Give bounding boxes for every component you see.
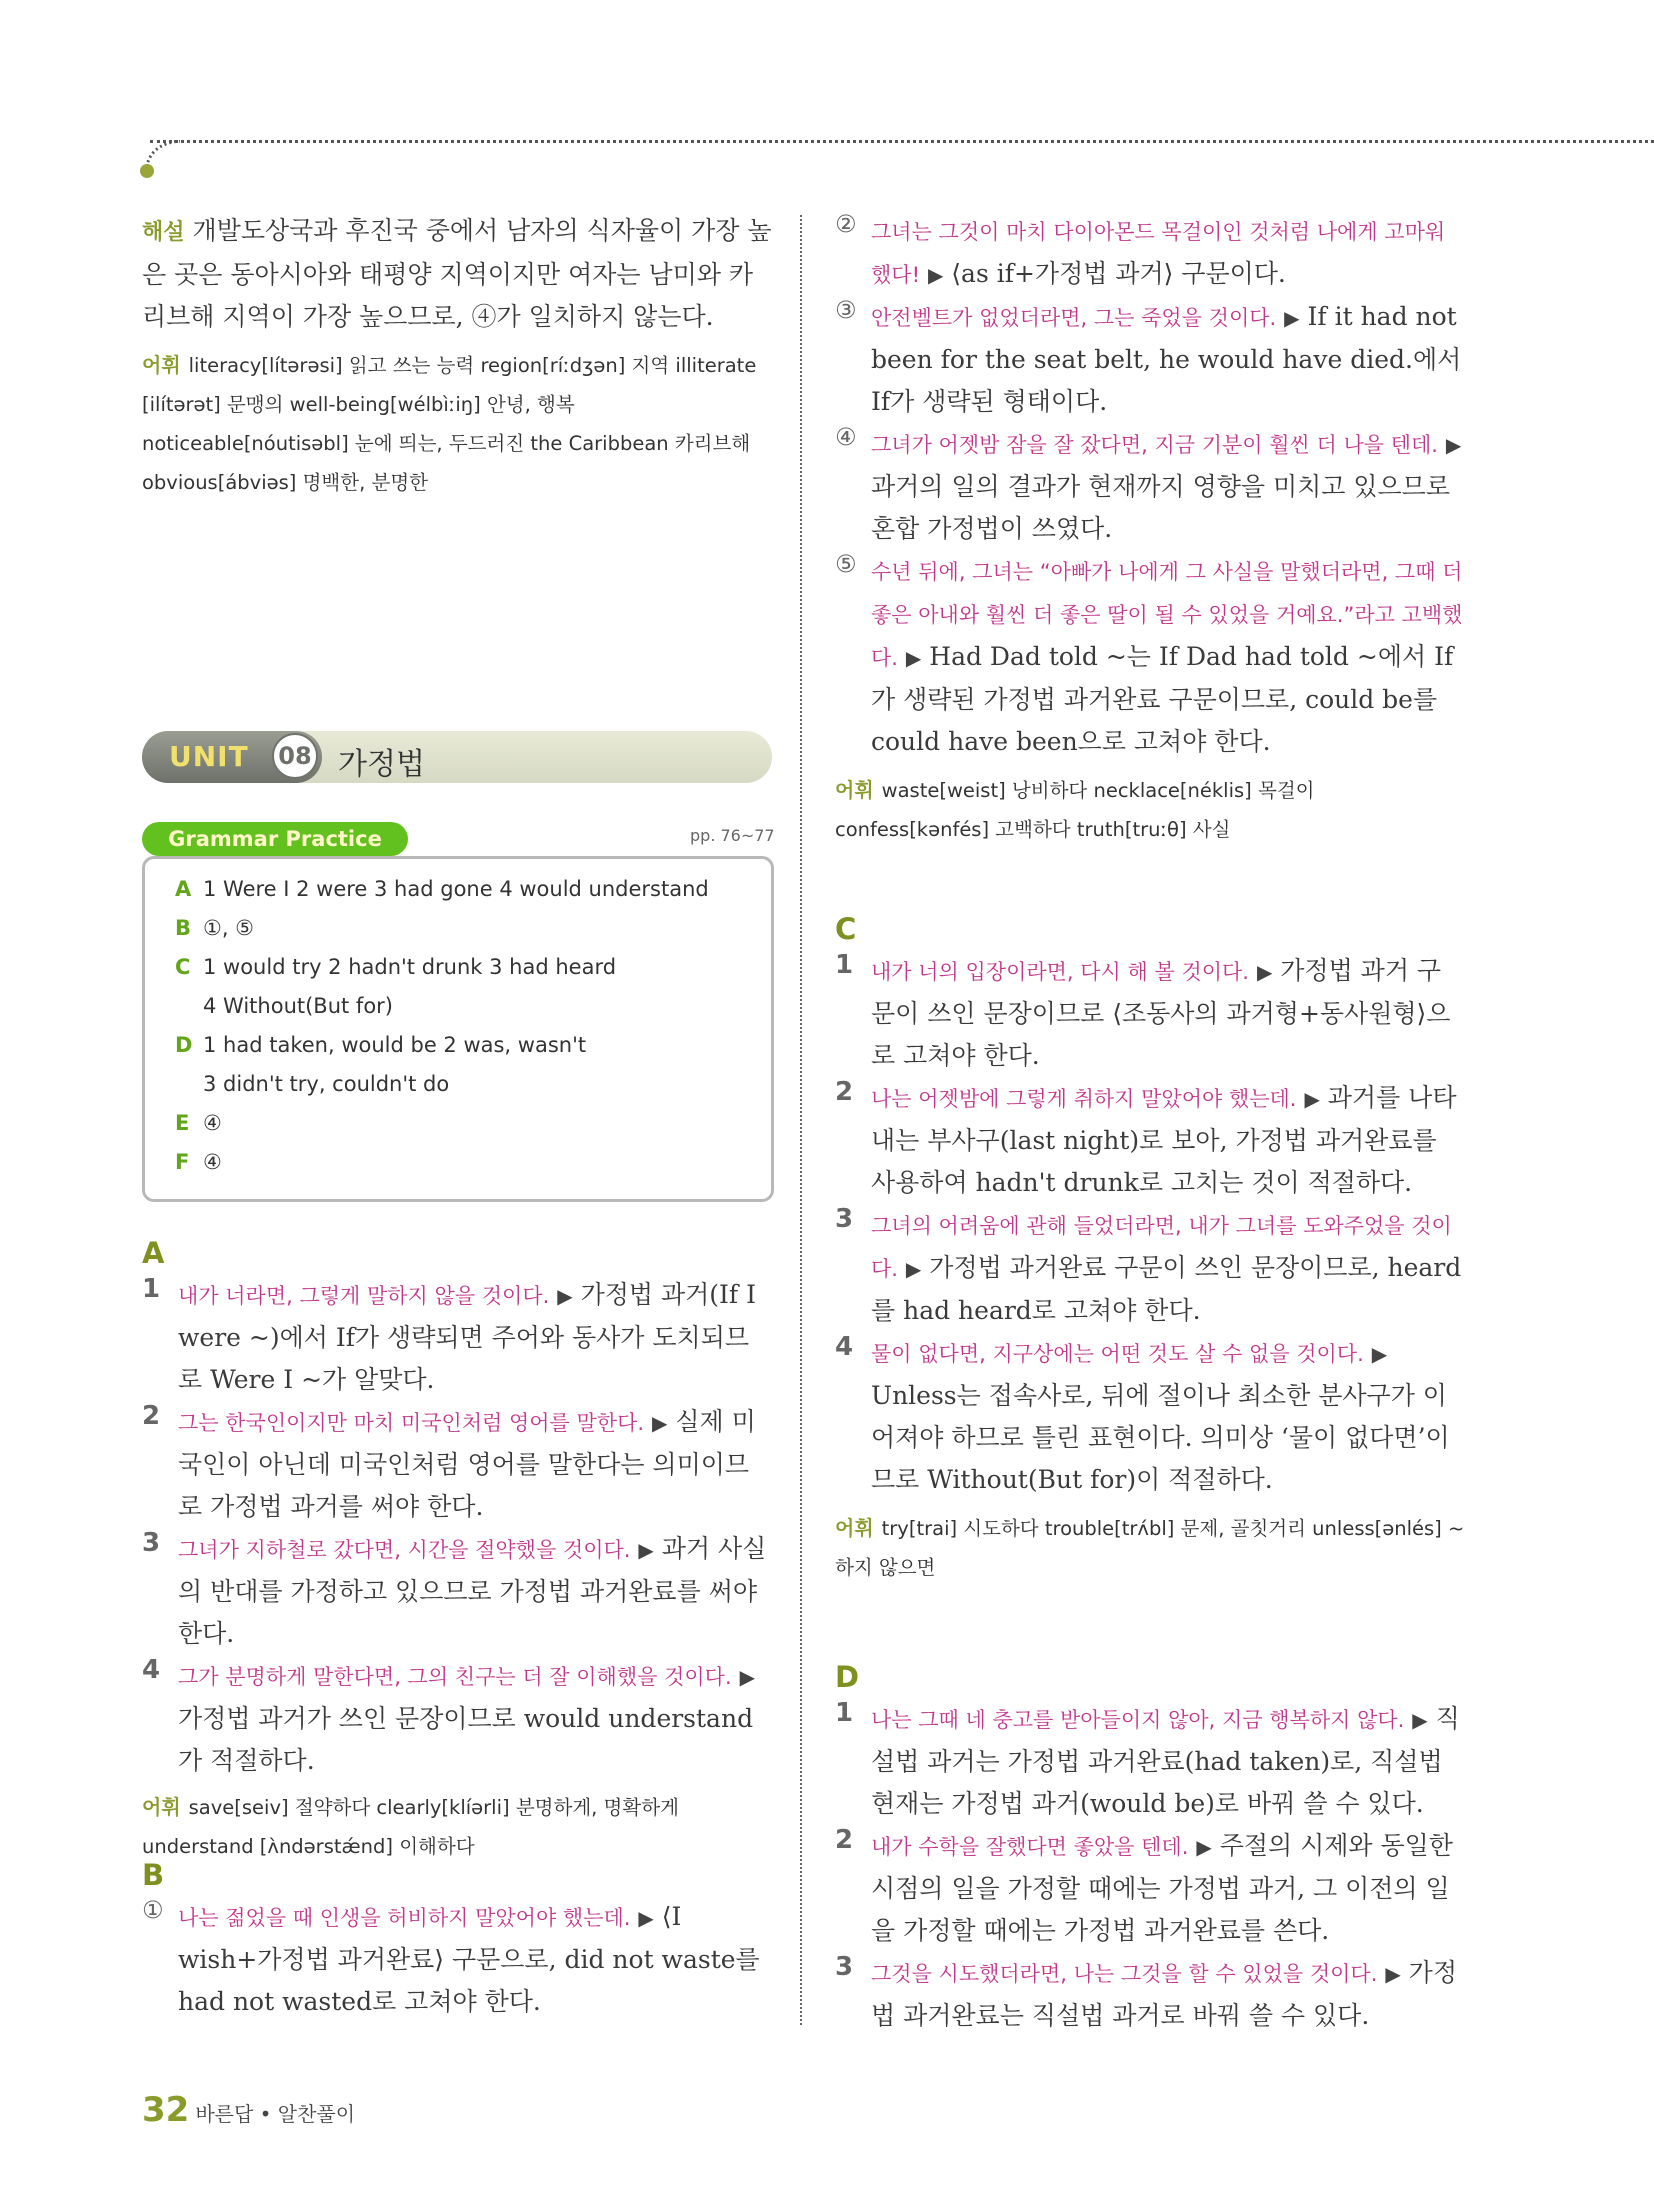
b-item-5 <box>835 550 1465 763</box>
arrow-icon: ▶ <box>652 1411 668 1435</box>
vocab-head: 어휘 <box>142 1795 181 1819</box>
answer-box <box>142 856 774 1202</box>
item-explanation: 가정법 과거 구문이 쓰인 문장이므로 ⟨조동사의 과거형+동사원형⟩으로 고쳐야 한다. <box>871 956 1451 1070</box>
item-explanation: 가정법 과거완료 구문이 쓰인 문장이므로, heard를 had heard로 고쳐야 한다. <box>871 1253 1462 1325</box>
arrow-icon: ▶ <box>557 1284 573 1308</box>
item-explanation: 과거 사실의 반대를 가정하고 있으므로 가정법 과거완료를 써야 한다. <box>178 1534 767 1648</box>
vocab-text: save[seiv] 절약하다 clearly[klíərli] 분명하게, 명확하게 understand [ʌ̀ndərstǽnd] 이해하다 <box>142 1796 679 1858</box>
vocab-head: 어휘 <box>142 353 181 377</box>
korean-translation: 그것을 시도했더라면, 나는 그것을 할 수 있었을 것이다. <box>871 1962 1378 1986</box>
korean-translation: 그녀의 어려움에 관해 들었더라면, 내가 그녀를 도와주었을 것이다. <box>871 1214 1452 1281</box>
c-item-1 <box>835 950 1465 1077</box>
answer-letter: E <box>175 1111 190 1135</box>
answer-letter: A <box>175 877 192 901</box>
a-item-2 <box>142 1401 772 1528</box>
korean-translation: 물이 없다면, 지구상에는 어떤 것도 살 수 없을 것이다. <box>871 1342 1364 1366</box>
answer-row <box>175 916 254 940</box>
item-number: 3 <box>835 1952 854 1982</box>
korean-translation: 수년 뒤에, 그녀는 “아빠가 나에게 그 사실을 말했더라면, 그때 더 좋은 아내와 훨씬 더 좋은 딸이 될 수 있었을 거예요.”라고 고백했다. <box>871 560 1463 670</box>
explanation <box>142 210 772 338</box>
korean-translation: 내가 너의 입장이라면, 다시 해 볼 것이다. <box>871 960 1249 984</box>
section-d-letter: D <box>835 1660 860 1694</box>
item-number: 2 <box>835 1825 854 1855</box>
korean-translation: 나는 어젯밤에 그렇게 취하지 말았어야 했는데. <box>871 1087 1297 1111</box>
item-explanation: ⟨as if+가정법 과거⟩ 구문이다. <box>951 259 1286 288</box>
item-number: 4 <box>142 1655 161 1685</box>
section-b-vocab <box>835 771 1465 849</box>
unit-word: UNIT <box>169 740 249 773</box>
top-dot-icon <box>140 164 154 178</box>
arrow-icon: ▶ <box>927 263 944 287</box>
answer-row <box>175 1033 586 1057</box>
arrow-icon: ▶ <box>1284 306 1300 330</box>
item-explanation: 과거의 일의 결과가 현재까지 영향을 미치고 있으므로 혼합 가정법이 쓰였다. <box>871 472 1450 543</box>
vocab-text: waste[weist] 낭비하다 necklace[néklis] 목걸이 confess[kənfés] 고백하다 truth[truːθ] 사실 <box>835 779 1315 841</box>
korean-translation: 그녀가 어젯밤 잠을 잘 잤다면, 지금 기분이 훨씬 더 나을 텐데. <box>871 433 1438 457</box>
answer-text: 1 had taken, would be 2 was, wasn't <box>203 1033 587 1057</box>
answer-text: 4 Without(But for) <box>203 994 393 1018</box>
answer-letter: C <box>175 955 191 979</box>
item-number: 2 <box>835 1077 854 1107</box>
d-item-1 <box>835 1698 1465 1825</box>
section-a <box>142 1236 772 1866</box>
b-item-1 <box>142 1896 772 2023</box>
answer-row <box>175 1111 222 1135</box>
item-number: 1 <box>835 1698 854 1728</box>
vocab-block <box>142 346 772 502</box>
grammar-practice-pages: pp. 76~77 <box>690 826 775 845</box>
page-footer <box>142 2090 355 2130</box>
unit-title: 가정법 <box>338 747 425 782</box>
c-item-3 <box>835 1204 1465 1332</box>
answer-row <box>175 877 709 901</box>
b-item-3 <box>835 296 1465 423</box>
item-number: ⑤ <box>835 550 857 578</box>
section-a-vocab <box>142 1788 772 1866</box>
explanation-head: 해설 <box>142 220 185 245</box>
arrow-icon: ▶ <box>638 1538 654 1562</box>
section-c <box>835 912 1465 1587</box>
answer-row <box>175 994 393 1018</box>
korean-translation: 나는 젊었을 때 인생을 허비하지 말았어야 했는데. <box>178 1906 631 1930</box>
arrow-icon: ▶ <box>1371 1342 1388 1366</box>
section-b-letter: B <box>142 1858 165 1892</box>
item-number: 1 <box>142 1274 161 1304</box>
unit-banner <box>142 731 772 783</box>
vocab-text: literacy[lítərəsi] 읽고 쓰는 능력 region[ríːdʒən] 지역 illiterate [ilítərət] 문맹의 well-being[wélbìːiŋ] 안녕, 행복 noticeable[nóutisəbl] 눈에 띄는, 두드러진 the Caribbean 카리브해 obvious[ábviəs] 명백한, 분명한 <box>142 354 757 494</box>
item-number: ① <box>142 1896 164 1924</box>
item-number: 3 <box>142 1528 161 1558</box>
a-item-3 <box>142 1528 772 1655</box>
answer-text: ④ <box>203 1150 222 1174</box>
top-dotted-rule <box>150 140 1654 143</box>
item-explanation: 가정법 과거완료는 직설법 과거로 바꿔 쓸 수 있다. <box>871 1958 1457 2030</box>
arrow-icon: ▶ <box>1385 1962 1401 1986</box>
c-item-2 <box>835 1077 1465 1204</box>
arrow-icon: ▶ <box>905 1257 922 1281</box>
korean-translation: 그녀는 그것이 마치 다이아몬드 목걸이인 것처럼 나에게 고마워했다! <box>871 220 1446 287</box>
item-explanation: 과거를 나타내는 부사구(last night)로 보아, 가정법 과거완료를 사용하여 hadn't drunk로 고치는 것이 적절하다. <box>871 1083 1457 1197</box>
c-item-4 <box>835 1332 1465 1501</box>
item-explanation: If it had not been for the seat belt, he would have died.에서 If가 생략된 형태이다. <box>871 302 1462 416</box>
arrow-icon: ▶ <box>1196 1835 1212 1859</box>
item-number: 3 <box>835 1204 854 1234</box>
answer-text: ①, ⑤ <box>203 916 255 940</box>
section-c-vocab <box>835 1509 1465 1587</box>
korean-translation: 그녀가 지하철로 갔다면, 시간을 절약했을 것이다. <box>178 1538 631 1562</box>
vocab-text: try[trai] 시도하다 trouble[trʌ́bl] 문제, 골칫거리 unless[ənlés] ~하지 않으면 <box>835 1517 1465 1579</box>
item-number: 4 <box>835 1332 854 1362</box>
arrow-icon: ▶ <box>1412 1708 1428 1732</box>
item-number: 2 <box>142 1401 161 1431</box>
arrow-icon: ▶ <box>638 1906 654 1930</box>
vocab-head: 어휘 <box>835 1516 874 1540</box>
answer-text: ④ <box>203 1111 222 1135</box>
item-explanation: ⟨I wish+가정법 과거완료⟩ 구문으로, did not waste를 had not wasted로 고쳐야 한다. <box>178 1902 760 2016</box>
korean-translation: 내가 너라면, 그렇게 말하지 않을 것이다. <box>178 1284 550 1308</box>
section-b <box>142 1858 772 2023</box>
explanation-text: 개발도상국과 후진국 중에서 남자의 식자율이 가장 높은 곳은 동아시아와 태평양 지역이지만 여자는 남미와 카리브해 지역이 가장 높으므로, ④가 일치하지 않는다. <box>142 216 772 331</box>
item-explanation: 가정법 과거(If I were ~)에서 If가 생략되면 주어와 동사가 도치되므로 Were I ~가 알맞다. <box>178 1280 757 1394</box>
arrow-icon: ▶ <box>1256 960 1273 984</box>
answer-letter: B <box>175 916 192 940</box>
unit-number: 08 <box>272 733 318 779</box>
d-item-3 <box>835 1952 1465 2037</box>
item-number: ③ <box>835 296 857 324</box>
section-d <box>835 1660 1465 2037</box>
korean-translation: 내가 수학을 잘했다면 좋았을 텐데. <box>871 1835 1189 1859</box>
section-c-letter: C <box>835 912 857 946</box>
korean-translation: 그가 분명하게 말한다면, 그의 친구는 더 잘 이해했을 것이다. <box>178 1665 732 1689</box>
item-number: ④ <box>835 423 857 451</box>
answer-text: 1 would try 2 hadn't drunk 3 had heard <box>203 955 617 979</box>
book-title: 바른답 • 알찬풀이 <box>195 2102 356 2126</box>
a-item-1 <box>142 1274 772 1401</box>
column-divider <box>800 215 802 2025</box>
korean-translation: 그는 한국인이지만 마치 미국인처럼 영어를 말한다. <box>178 1411 645 1435</box>
item-explanation: 가정법 과거가 쓰인 문장이므로 would understand가 적절하다. <box>178 1704 754 1775</box>
arrow-icon: ▶ <box>1445 433 1462 457</box>
left-top-block <box>142 210 772 502</box>
answer-text: 3 didn't try, couldn't do <box>203 1072 450 1096</box>
item-explanation: 주절의 시제와 동일한 시점의 일을 가정할 때에는 가정법 과거, 그 이전의 일을 가정할 때에는 가정법 과거완료를 쓴다. <box>871 1831 1453 1945</box>
answer-row <box>175 1072 449 1096</box>
d-item-2 <box>835 1825 1465 1952</box>
item-explanation: Had Dad told ~는 If Dad had told ~에서 If가 생략된 가정법 과거완료 구문이므로, could be를 could have been으로 고쳐야 한다. <box>871 642 1454 756</box>
korean-translation: 나는 그때 네 충고를 받아들이지 않아, 지금 행복하지 않다. <box>871 1708 1405 1732</box>
answer-row <box>175 1150 222 1174</box>
section-a-letter: A <box>142 1236 165 1270</box>
item-explanation: Unless는 접속사로, 뒤에 절이나 최소한 분사구가 이어져야 하므로 틀린 표현이다. 의미상 ‘물이 없다면’이므로 Without(But for)이 적절하다. <box>871 1381 1450 1494</box>
item-number: 1 <box>835 950 854 980</box>
vocab-head: 어휘 <box>835 778 874 802</box>
item-explanation: 실제 미국인이 아닌데 미국인처럼 영어를 말한다는 의미이므로 가정법 과거를 써야 한다. <box>178 1407 756 1521</box>
answer-text: 1 Were I 2 were 3 had gone 4 would understand <box>203 877 709 901</box>
korean-translation: 안전벨트가 없었더라면, 그는 죽었을 것이다. <box>871 306 1277 330</box>
answer-letter: D <box>175 1033 193 1057</box>
section-b-continued <box>835 210 1465 849</box>
a-item-4 <box>142 1655 772 1782</box>
arrow-icon: ▶ <box>905 646 922 670</box>
page-number: 32 <box>142 2090 190 2130</box>
answer-letter: F <box>175 1150 190 1174</box>
answer-row <box>175 955 616 979</box>
grammar-practice-label: Grammar Practice <box>142 822 408 856</box>
item-explanation: 직설법 과거는 가정법 과거완료(had taken)로, 직설법 현재는 가정법 과거(would be)로 바꿔 쓸 수 있다. <box>871 1704 1460 1818</box>
b-item-4 <box>835 423 1465 550</box>
arrow-icon: ▶ <box>739 1665 755 1689</box>
b-item-2 <box>835 210 1465 296</box>
arrow-icon: ▶ <box>1304 1087 1320 1111</box>
item-number: ② <box>835 210 857 238</box>
